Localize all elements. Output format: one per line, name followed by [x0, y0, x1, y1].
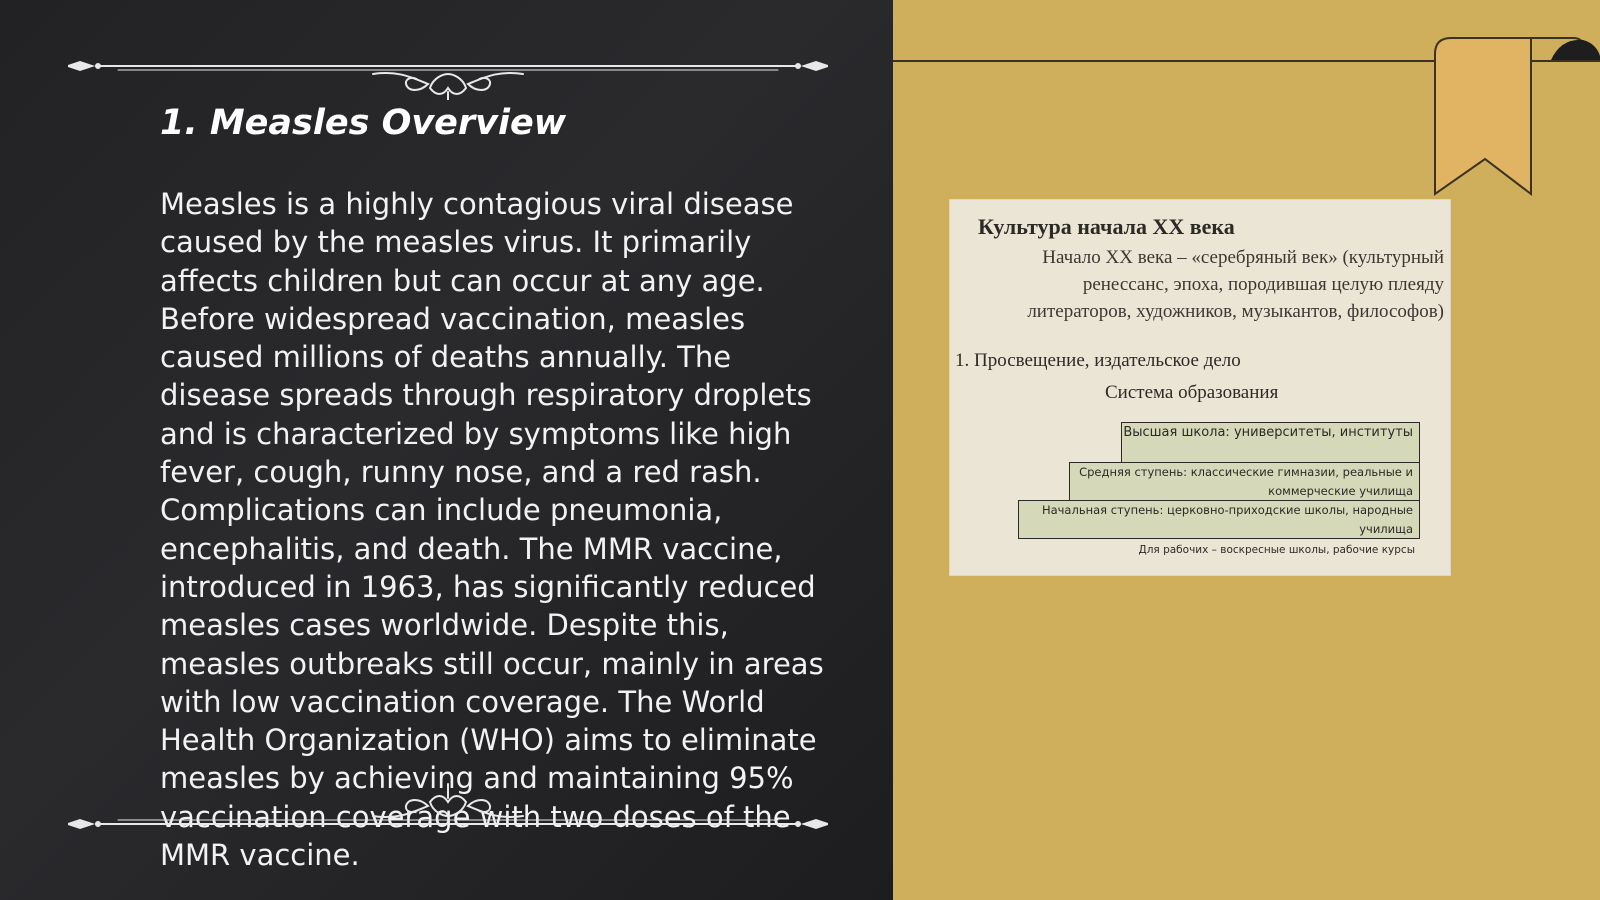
education-level-primary: Начальная ступень: церковно-приходские школы, народные училища	[1018, 500, 1420, 539]
scan-list-item: 1. Просвещение, издательское дело	[955, 350, 1241, 371]
scan-title: Культура начала XX века	[978, 214, 1235, 239]
education-level-secondary: Средняя ступень: классические гимназии, реальные и коммерческие училища	[1069, 462, 1420, 501]
scan-subheading: Система образования	[1105, 382, 1279, 403]
right-panel	[893, 0, 1600, 900]
slide-body-text: Measles is a highly contagious viral disease caused by the measles virus. It primarily affects children but can occur at any age. Before widespread vaccination, measles caused millions of deaths annually. The disease spreads through respiratory droplets and is characterized by symptoms like high fever, cough, runny nose, and a red rash. Complications can include pneumonia, encephalitis, and death. The MMR vaccine, introduced in 1963, has significantly reduced measles cases worldwide. Despite this, measles outbreaks still occur, mainly in areas with low vaccination coverage. The World Health Organization (WHO) aims to eliminate measles by achieving and maintaining 95% vaccination coverage with two doses of the MMR vaccine.	[160, 187, 824, 873]
slide-title: 1. Measles Overview	[160, 103, 567, 143]
scan-lead-text: Начало XX века – «серебряный век» (культурный ренессанс, эпоха, породившая целую плеяду литераторов, художников, музыкантов, философов)	[1027, 247, 1444, 322]
scan-footnote: Для рабочих – воскресные школы, рабочие курсы	[1138, 544, 1415, 556]
education-level-higher: Высшая школа: университеты, институты	[1121, 422, 1420, 463]
bottom-ornament-divider	[68, 780, 828, 840]
top-ornament-divider	[68, 40, 828, 100]
bookmark-ribbon	[1433, 34, 1600, 199]
embedded-scan-image	[950, 200, 1450, 575]
